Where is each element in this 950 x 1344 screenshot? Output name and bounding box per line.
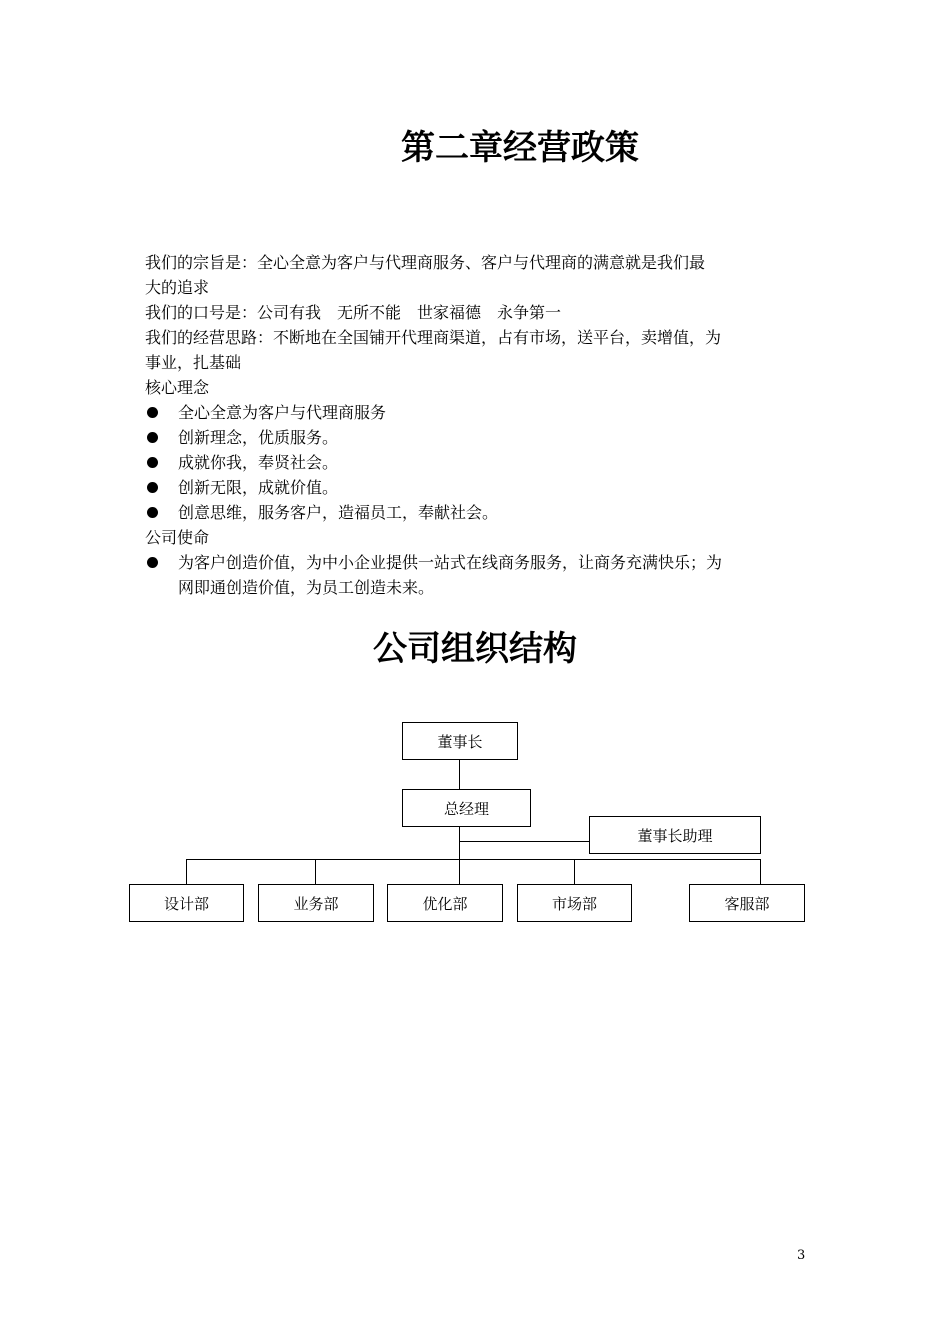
list-item xyxy=(145,475,810,500)
core-concept-text: 创意思维，服务客户，造福员工，奉献社会。 xyxy=(178,503,499,522)
org-chart-title: 公司组织结构 xyxy=(373,629,577,669)
connector-chairman-gm xyxy=(459,760,460,790)
connector-marketing xyxy=(574,859,575,884)
mission-list xyxy=(145,550,810,600)
connector-optimization xyxy=(459,859,460,884)
connector-gm-down xyxy=(459,826,460,859)
connector-business xyxy=(315,859,316,884)
list-item xyxy=(145,425,810,450)
org-box-business: 业务部 xyxy=(258,884,374,922)
mission-heading: 公司使命 xyxy=(145,528,210,547)
core-concept-text: 全心全意为客户与代理商服务 xyxy=(178,403,387,422)
list-item xyxy=(145,500,810,525)
org-box-design: 设计部 xyxy=(129,884,244,922)
chapter-title: 第二章经营政策 xyxy=(401,128,639,168)
connector-assistant xyxy=(459,841,589,842)
core-concept-text: 创新理念，优质服务。 xyxy=(178,428,339,447)
connector-service xyxy=(760,859,761,884)
org-box-service: 客服部 xyxy=(689,884,805,922)
core-concepts-list xyxy=(145,400,810,525)
slogan-label: 我们的口号是： xyxy=(145,303,258,322)
org-box-assistant: 董事长助理 xyxy=(589,816,761,854)
connector-design xyxy=(186,859,187,884)
slogan-text: 公司有我 无所不能 世家福德 永争第一 xyxy=(257,303,562,322)
org-box-marketing: 市场部 xyxy=(517,884,632,922)
purpose-line-2: 大的追求 xyxy=(145,278,210,297)
bullet-icon xyxy=(147,482,158,493)
core-concept-text: 创新无限，成就价值。 xyxy=(178,478,339,497)
page-number: 3 xyxy=(797,1248,806,1263)
mission-line-1: 为客户创造价值，为中小企业提供一站式在线商务服务，让商务充满快乐；为 xyxy=(178,553,723,572)
core-concepts-heading: 核心理念 xyxy=(145,378,210,397)
core-concept-text: 成就你我，奉贤社会。 xyxy=(178,453,339,472)
bullet-icon xyxy=(147,557,158,568)
list-item xyxy=(145,450,810,475)
body-text xyxy=(145,250,810,600)
org-box-optimization: 优化部 xyxy=(387,884,503,922)
purpose-line-1: 我们的宗旨是：全心全意为客户与代理商服务、客户与代理商的满意就是我们最 xyxy=(145,253,706,272)
list-item xyxy=(145,550,810,600)
strategy-line-1: 我们的经营思路：不断地在全国铺开代理商渠道，占有市场，送平台，卖增值，为 xyxy=(145,328,722,347)
bullet-icon xyxy=(147,407,158,418)
bullet-icon xyxy=(147,432,158,443)
org-box-chairman: 董事长 xyxy=(402,722,518,760)
slogan-line xyxy=(145,300,810,325)
bullet-icon xyxy=(147,507,158,518)
list-item xyxy=(145,400,810,425)
strategy-line-2: 事业，扎基础 xyxy=(145,353,242,372)
connector-department-bar xyxy=(186,859,761,860)
mission-line-2: 网即通创造价值，为员工创造未来。 xyxy=(178,578,435,597)
org-box-general-manager: 总经理 xyxy=(402,789,531,827)
bullet-icon xyxy=(147,457,158,468)
